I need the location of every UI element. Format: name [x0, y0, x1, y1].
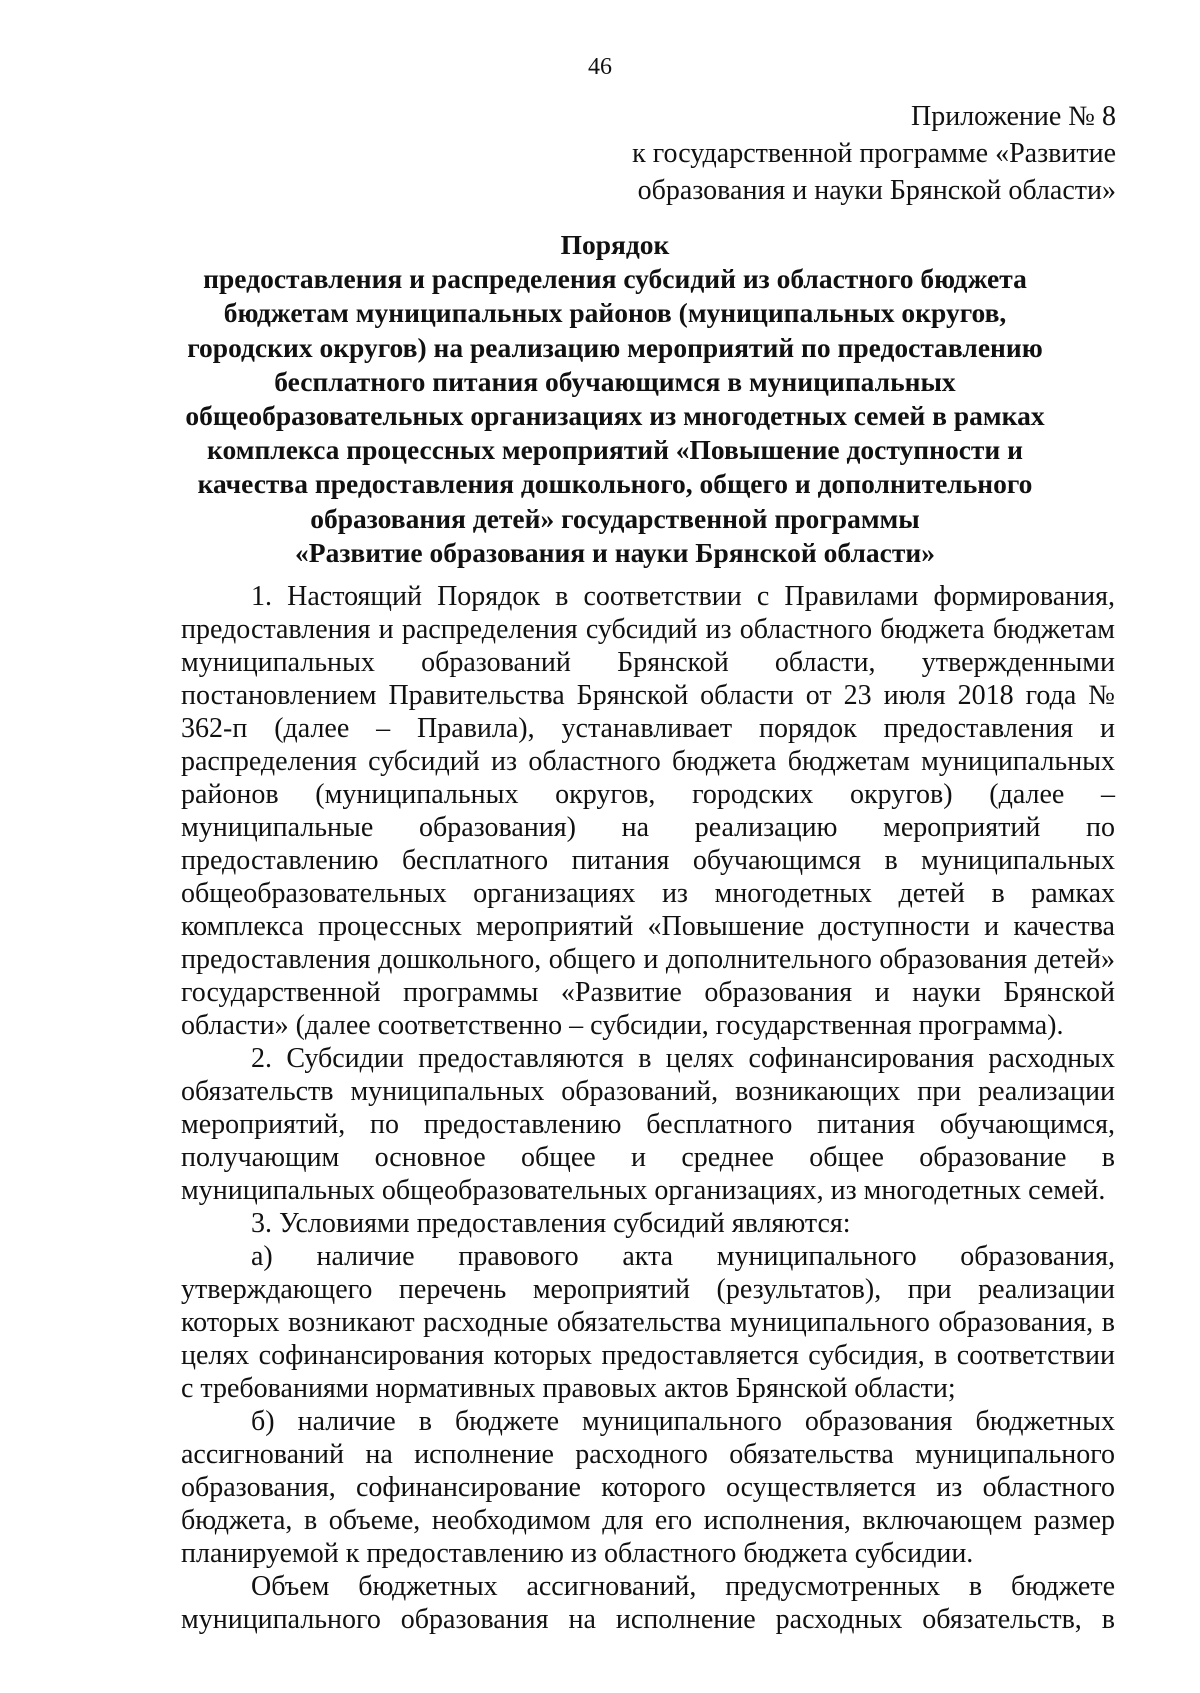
appendix-caption: [596, 98, 1116, 209]
text-line: мероприятий, по предоставлению бесплатного питания обучающимся,: [181, 1109, 1115, 1140]
appendix-reference-line-1: к государственной программе «Развитие: [632, 138, 1116, 169]
text-line: комплекса процессных мероприятий «Повышение доступности и качества: [181, 911, 1115, 942]
title-line: качества предоставления дошкольного, общего и дополнительного: [197, 468, 1033, 500]
title-line: образования детей» государственной программы: [310, 502, 920, 534]
text-line: муниципальных образований Брянской области, утвержденными: [181, 647, 1115, 678]
text-line: 1. Настоящий Порядок в соответствии с Правилами формирования,: [251, 581, 1115, 612]
title-line: комплекса процессных мероприятий «Повышение доступности и: [207, 434, 1023, 466]
title-line: бесплатного питания обучающимся в муниципальных: [274, 365, 956, 397]
text-line: обязательств муниципальных образований, возникающих при реализации: [181, 1076, 1115, 1107]
text-line: области» (далее соответственно – субсидии, государственная программа).: [181, 1010, 1064, 1041]
text-line: получающим основное общее и среднее общее образование в: [181, 1142, 1115, 1173]
text-line: общеобразовательных организациях из многодетных детей в рамках: [181, 878, 1115, 909]
text-line: ассигнований на исполнение расходного обязательства муниципального: [181, 1439, 1115, 1470]
text-line: распределения субсидий из областного бюджета бюджетам муниципальных: [181, 746, 1115, 777]
text-line: государственной программы «Развитие образования и науки Брянской: [181, 977, 1115, 1008]
title-line: «Развитие образования и науки Брянской области»: [295, 536, 935, 568]
paragraph-2: [181, 1042, 1115, 1207]
title-line: городских округов) на реализацию мероприятий по предоставлению: [187, 331, 1043, 363]
paragraph-5: [181, 1405, 1115, 1570]
page-number: 46: [588, 54, 612, 80]
paragraph-4: [181, 1240, 1115, 1405]
text-line: с требованиями нормативных правовых актов Брянской области;: [181, 1373, 956, 1404]
document-title: [150, 228, 1080, 570]
text-line: предоставления дошкольного, общего и дополнительного образования детей»: [181, 944, 1115, 975]
text-line: 3. Условиями предоставления субсидий являются:: [251, 1208, 851, 1239]
text-line: а) наличие правового акта муниципального образования,: [251, 1241, 1115, 1272]
appendix-reference-line-2: образования и науки Брянской области»: [637, 175, 1116, 206]
paragraph-1: [181, 580, 1115, 1042]
text-line: целях софинансирования которых предоставляется субсидия, в соответствии: [181, 1340, 1115, 1371]
text-line: муниципальных общеобразовательных организациях, из многодетных семей.: [181, 1175, 1106, 1206]
text-line: предоставлению бесплатного питания обучающимся в муниципальных: [181, 845, 1115, 876]
text-line: утверждающего перечень мероприятий (результатов), при реализации: [181, 1274, 1115, 1305]
text-line: которых возникают расходные обязательства муниципального образования, в: [181, 1307, 1115, 1338]
text-line: образования, софинансирование которого осуществляется из областного: [181, 1472, 1115, 1503]
text-line: 362-п (далее – Правила), устанавливает порядок предоставления и: [181, 713, 1115, 744]
document-body: [181, 580, 1115, 1636]
paragraph-3: [181, 1207, 1115, 1240]
text-line: муниципального образования на исполнение расходных обязательств, в: [181, 1604, 1115, 1635]
text-line: Объем бюджетных ассигнований, предусмотренных в бюджете: [251, 1571, 1115, 1602]
text-line: муниципальные образования) на реализацию мероприятий по: [181, 812, 1115, 843]
text-line: районов (муниципальных округов, городских округов) (далее –: [181, 779, 1115, 810]
title-line: бюджетам муниципальных районов (муниципальных округов,: [223, 297, 1007, 329]
text-line: предоставления и распределения субсидий из областного бюджета бюджетам: [181, 614, 1115, 645]
title-line: общеобразовательных организациях из многодетных семей в рамках: [185, 400, 1045, 432]
text-line: планируемой к предоставлению из областного бюджета субсидии.: [181, 1538, 974, 1569]
title-line: предоставления и распределения субсидий из областного бюджета: [203, 263, 1027, 295]
text-line: бюджета, в объеме, необходимом для его исполнения, включающем размер: [181, 1505, 1115, 1536]
text-line: постановлением Правительства Брянской области от 23 июля 2018 года №: [181, 680, 1115, 711]
text-line: 2. Субсидии предоставляются в целях софинансирования расходных: [251, 1043, 1115, 1074]
text-line: б) наличие в бюджете муниципального образования бюджетных: [251, 1406, 1115, 1437]
appendix-number: Приложение № 8: [911, 101, 1116, 132]
paragraph-6: [181, 1570, 1115, 1636]
title-heading: Порядок: [560, 229, 670, 260]
